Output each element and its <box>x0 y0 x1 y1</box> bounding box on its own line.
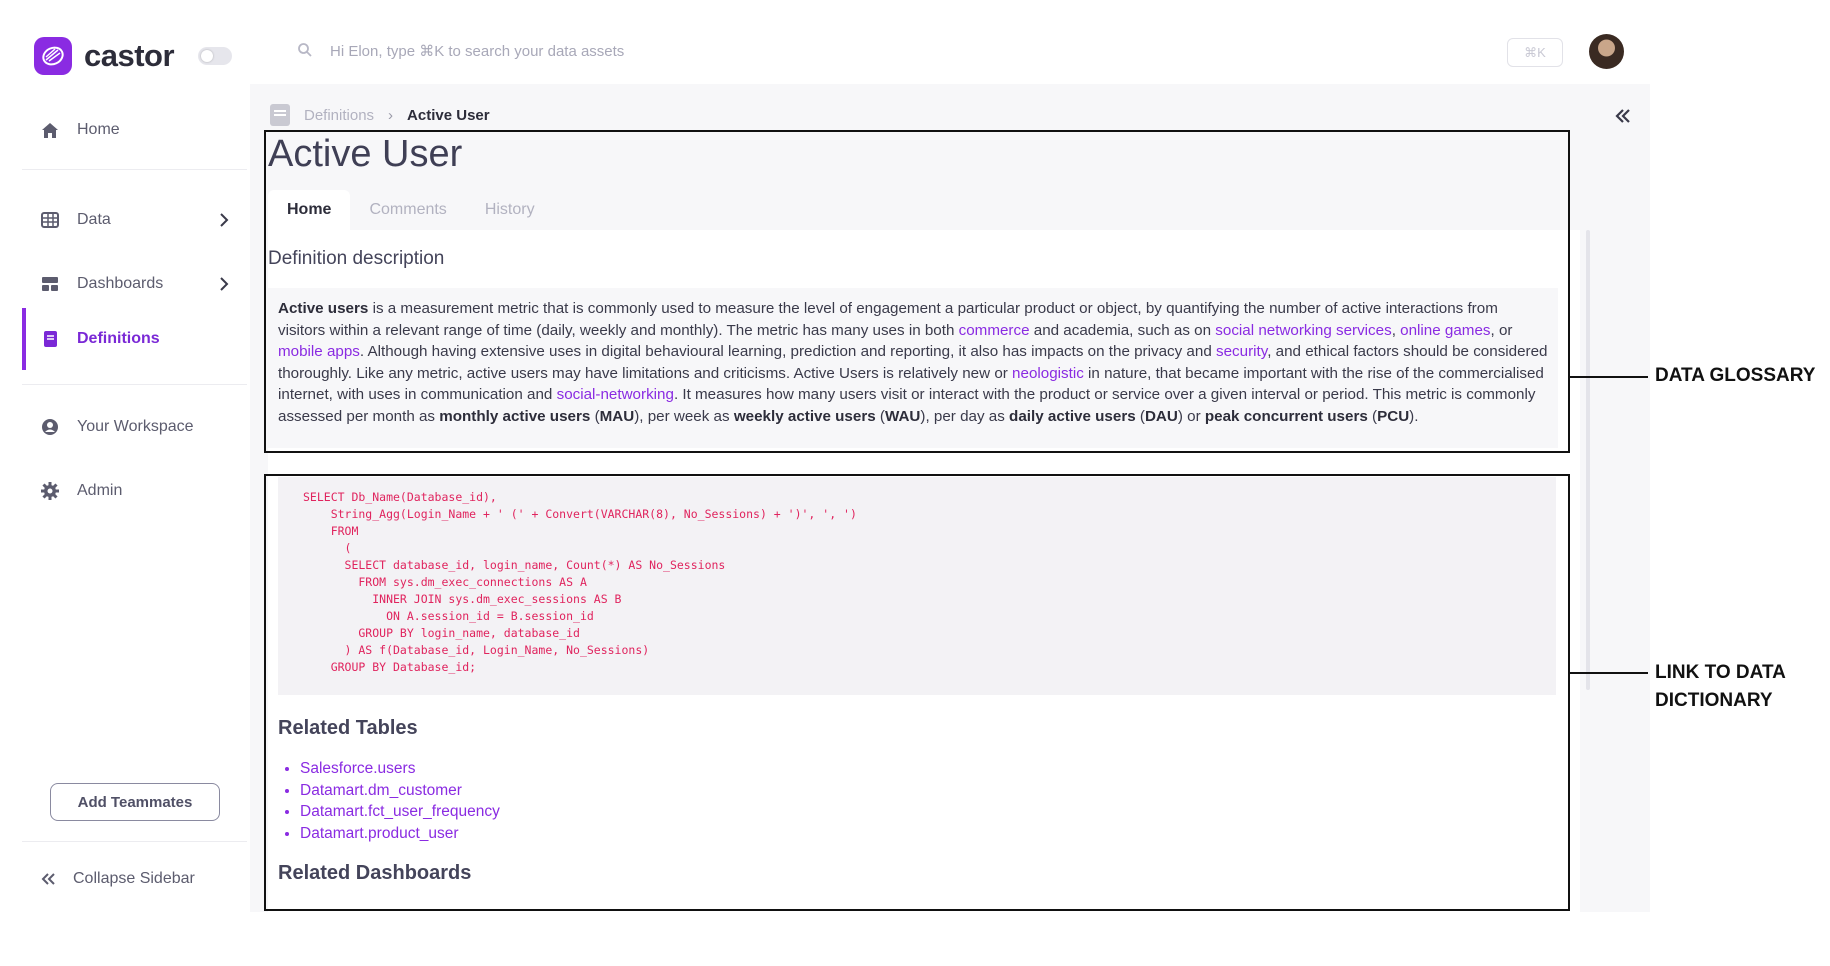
text: ). <box>1409 407 1419 425</box>
label-line: LINK TO DATA <box>1655 662 1786 683</box>
data-dictionary-label <box>1655 659 1786 715</box>
theme-toggle[interactable] <box>198 47 232 65</box>
text: in nature, that became important with the rise of the commercialised internet, with uses in communication and <box>278 364 1544 403</box>
sidebar-item-admin[interactable] <box>22 469 247 513</box>
page-title: Active User <box>268 133 463 175</box>
text: ), per day as <box>920 407 1010 425</box>
sidebar-item-workspace[interactable] <box>22 405 247 449</box>
text: ), per week as <box>634 407 734 425</box>
text: ( <box>875 407 885 425</box>
castor-logo-icon <box>34 37 72 75</box>
chevron-right-icon <box>216 274 232 294</box>
document-icon <box>270 104 290 126</box>
double-chevron-left-icon <box>40 872 56 886</box>
sidebar-divider <box>22 169 247 170</box>
related-dashboards-title: Related Dashboards <box>278 862 472 884</box>
dashboard-icon <box>40 274 60 294</box>
sidebar-item-label: Admin <box>77 482 123 499</box>
tab-comments[interactable]: Comments <box>369 201 447 218</box>
book-icon <box>40 329 60 349</box>
search-input[interactable]: Hi Elon, type ⌘K to search your data assets <box>330 43 625 60</box>
sidebar <box>0 0 250 912</box>
grid-icon <box>40 210 60 230</box>
text: , <box>1391 321 1401 339</box>
dictionary-highlight-box <box>264 474 1570 911</box>
user-icon <box>40 417 60 437</box>
keyboard-shortcut-badge: ⌘K <box>1507 38 1563 67</box>
tab-history[interactable]: History <box>484 201 535 218</box>
sidebar-item-label: Your Workspace <box>77 418 194 435</box>
breadcrumb-parent[interactable]: Definitions <box>304 106 375 124</box>
bold-term: Active users <box>278 300 369 317</box>
related-tables-title: Related Tables <box>278 717 418 739</box>
related-table-link[interactable]: • Datamart.fct_user_frequency <box>300 801 500 823</box>
sidebar-item-label: Definitions <box>77 330 160 347</box>
breadcrumb <box>270 104 490 126</box>
link-social-networking[interactable]: social-networking <box>556 386 674 403</box>
link-security[interactable]: security <box>1216 343 1268 360</box>
bold-term: monthly active users <box>439 407 591 425</box>
text: and academia, such as on <box>1029 321 1216 339</box>
sidebar-item-data[interactable] <box>22 198 247 242</box>
sidebar-divider <box>22 384 247 385</box>
add-teammates-button[interactable]: Add Teammates <box>50 783 220 821</box>
related-table-link[interactable]: • Salesforce.users <box>300 758 500 780</box>
sidebar-item-label: Dashboards <box>77 275 164 292</box>
gear-icon <box>40 481 60 501</box>
sidebar-item-definitions[interactable] <box>22 308 251 370</box>
link-commerce[interactable]: commerce <box>958 321 1030 339</box>
logo[interactable] <box>34 37 174 75</box>
annotation-line <box>1570 376 1648 378</box>
collapse-sidebar-button[interactable] <box>40 870 195 888</box>
sidebar-item-home[interactable] <box>22 108 247 152</box>
text: ( <box>1135 407 1145 425</box>
label-line: DICTIONARY <box>1655 690 1773 711</box>
search-icon[interactable] <box>297 42 313 58</box>
avatar[interactable] <box>1589 34 1624 69</box>
sidebar-item-dashboards[interactable] <box>22 262 247 306</box>
text: ) or <box>1177 407 1205 425</box>
scrollbar[interactable] <box>1586 230 1590 690</box>
related-table-link[interactable]: • Datamart.dm_customer <box>300 780 500 802</box>
data-glossary-label: DATA GLOSSARY <box>1655 365 1816 386</box>
bold-term: peak concurrent users <box>1204 407 1368 425</box>
bold-term: WAU <box>884 407 921 425</box>
text: . Although having extensive uses in digital behavioural learning, prediction and reporting, it also has impacts on the privacy and <box>359 343 1216 360</box>
chevron-right-icon: › <box>388 106 394 124</box>
glossary-highlight-box <box>264 130 1570 453</box>
sidebar-divider <box>22 841 247 842</box>
sql-code-block: SELECT Db_Name(Database_id), String_Agg(Login_Name + ' (' + Convert(VARCHAR(8), No_Sessions) + ')', ', ') FROM ( SELECT database_id, login_name, Count(*) AS No_Sessions FROM sys.dm_exec_connections AS A INNER JOIN sys.dm_exec_sessions AS B ON A.session_id = B.session_id GROUP BY login_name, database_id ) AS f(Database_id, Login_Name, No_Sessions) GROUP BY Database_id; <box>278 477 1556 695</box>
tab-home[interactable]: Home <box>268 190 350 232</box>
link-mobile-apps[interactable]: mobile apps <box>278 343 360 360</box>
bold-term: PCU <box>1377 407 1410 425</box>
collapse-sidebar-label: Collapse Sidebar <box>73 870 195 887</box>
text: . It measures how many users visit or interact with the product or service over a given interval or period. This metric is commonly assessed per month as <box>278 386 1536 425</box>
section-title: Definition description <box>268 248 445 269</box>
sidebar-item-label: Data <box>77 211 111 228</box>
annotation-line <box>1570 672 1648 674</box>
text: , or <box>1490 321 1513 339</box>
bold-term: DAU <box>1144 407 1178 425</box>
text: is a measurement metric that is commonly used to measure the level of engagement a particular product or object, by quantifying the number of active interactions from visitors within a relevant range of time (daily, weekly and monthly). The metric has many uses in both <box>278 300 1498 339</box>
text: ( <box>590 407 600 425</box>
bold-term: weekly active users <box>733 407 876 425</box>
breadcrumb-current: Active User <box>407 106 490 124</box>
bold-term: MAU <box>599 407 635 425</box>
link-neologistic[interactable]: neologistic <box>1012 364 1084 382</box>
text: , and ethical factors should be considered thoroughly. Like any metric, active users may have limitations and criticisms. Active Users is relatively new or <box>278 343 1548 382</box>
related-table-link[interactable]: • Datamart.product_user <box>300 823 500 845</box>
link-social-networking-services[interactable]: social networking services <box>1215 321 1392 339</box>
home-icon <box>40 120 60 140</box>
app-name: castor <box>84 38 175 73</box>
double-chevron-left-icon[interactable] <box>1614 108 1632 124</box>
text: ( <box>1367 407 1378 425</box>
sidebar-item-label: Home <box>77 121 120 138</box>
link-online-games[interactable]: online games <box>1400 321 1491 339</box>
bold-term: daily active users <box>1009 407 1136 425</box>
chevron-right-icon <box>216 210 232 230</box>
